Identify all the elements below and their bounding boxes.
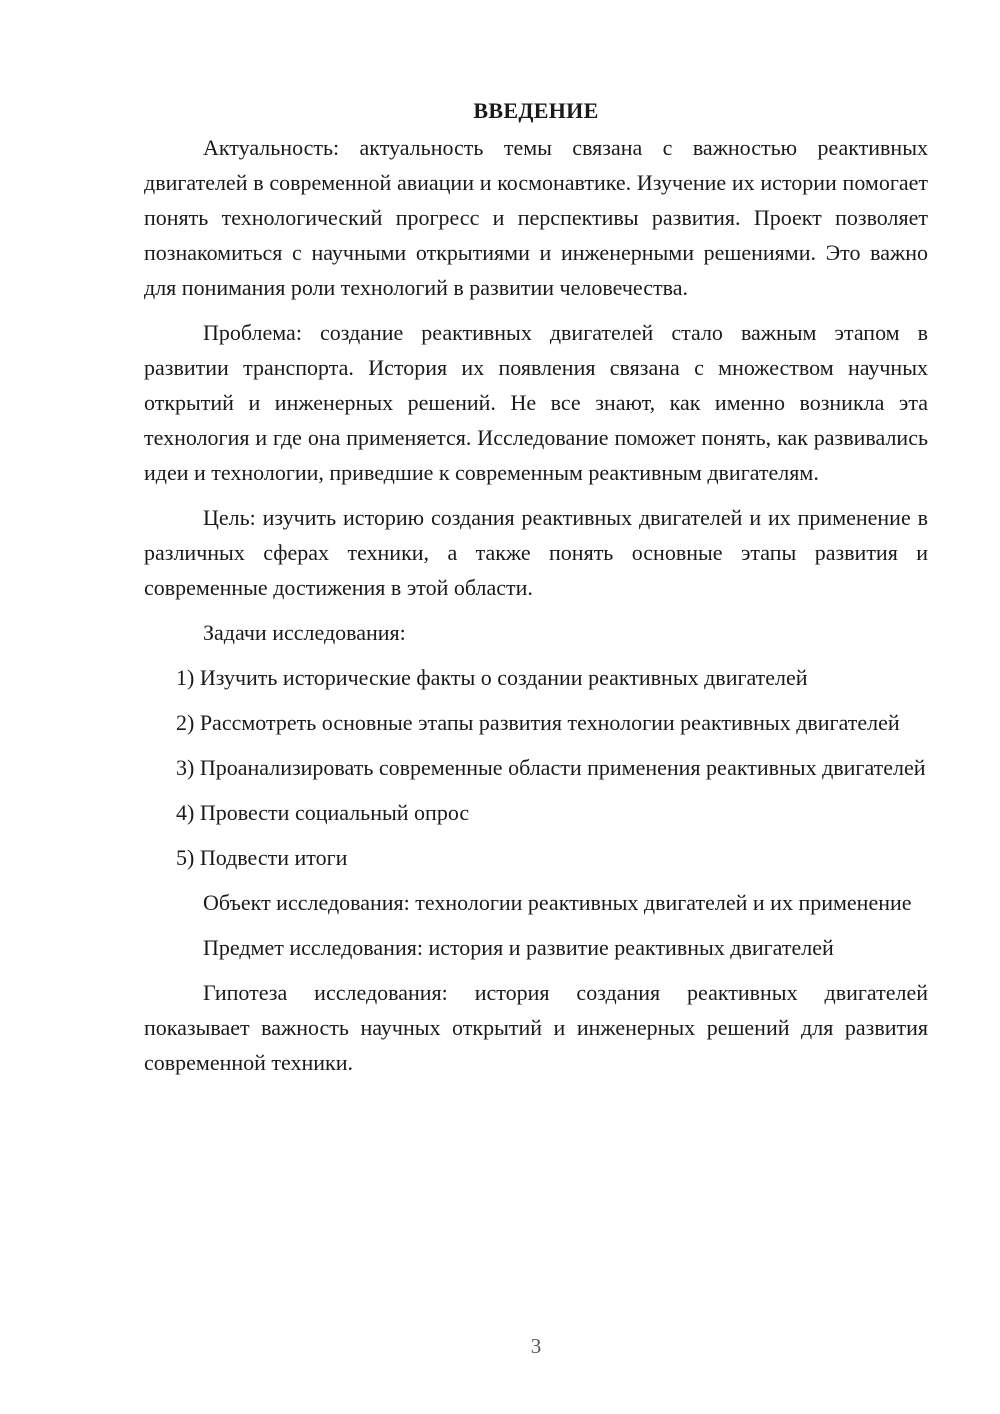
- page-number: 3: [530, 1334, 542, 1358]
- paragraph-relevance: Актуальность: актуальность темы связана с важностью реактивных двигателей в современной авиации и космонавтике. Изучение их истории помогает понять технологический прогресс и перспективы развития. Проект позволяет познакомиться с научными открытиями и инженерными решениями. Это важно для понимания роли технологий в развитии человечества.: [144, 135, 928, 300]
- paragraph-goal: Цель: изучить историю создания реактивных двигателей и их применение в различных сферах техники, а также понять основные этапы развития и современные достижения в этой области.: [144, 505, 928, 600]
- paragraph-subject: Предмет исследования: история и развитие реактивных двигателей: [203, 935, 834, 960]
- paragraph-problem: Проблема: создание реактивных двигателей стало важным этапом в развитии транспорта. История их появления связана с множеством научных открытий и инженерных решений. Не все знают, как именно возникла эта технология и где она применяется. Исследование поможет понять, как развивались идеи и технологии, приведшие к современным реактивным двигателям.: [144, 320, 928, 485]
- task-item-5: 5) Подвести итоги: [176, 845, 348, 870]
- task-item-3: 3) Проанализировать современные области применения реактивных двигателей: [176, 755, 926, 780]
- task-item-1: 1) Изучить исторические факты о создании реактивных двигателей: [176, 665, 808, 690]
- paragraph-object: Объект исследования: технологии реактивных двигателей и их применение: [203, 890, 912, 915]
- page-title: ВВЕДЕНИЕ: [473, 98, 599, 123]
- task-item-2: 2) Рассмотреть основные этапы развития технологии реактивных двигателей: [176, 710, 900, 735]
- document-page: [144, 96, 928, 1090]
- paragraph-hypothesis: Гипотеза исследования: история создания реактивных двигателей показывает важность научных открытий и инженерных решений для развития современной техники.: [144, 980, 928, 1075]
- paragraph-tasks-heading: Задачи исследования:: [203, 620, 406, 645]
- task-item-4: 4) Провести социальный опрос: [176, 800, 470, 825]
